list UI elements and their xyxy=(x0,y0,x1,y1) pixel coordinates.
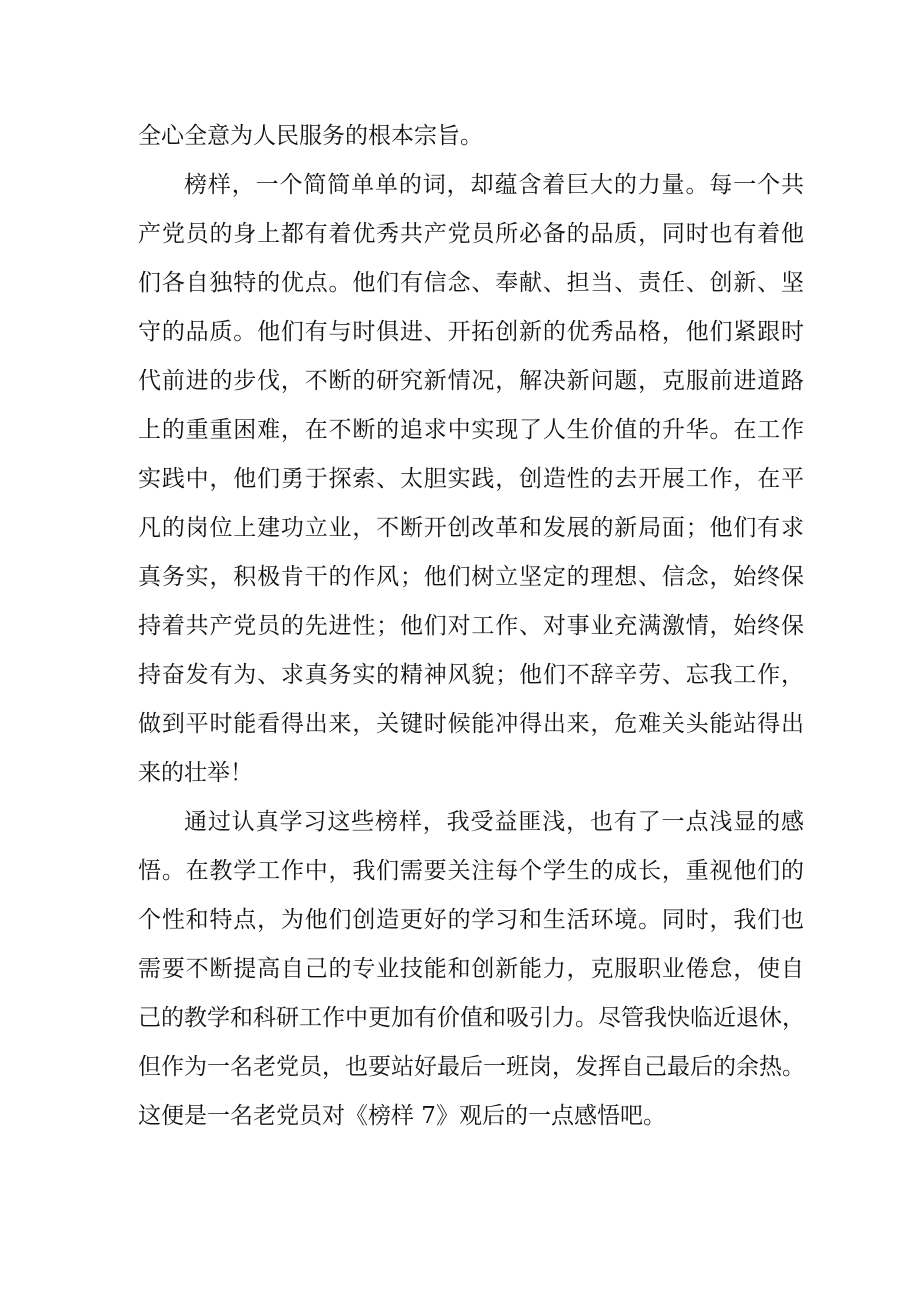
paragraph-first-line: 榜样，一个简简单单的词，却蕴含着巨大的力量。每一个共 xyxy=(184,172,804,198)
text-line: 全心全意为人民服务的根本宗旨。 xyxy=(138,123,483,149)
text-line: 守的品质。他们有与时俱进、开拓创新的优秀品格，他们紧跟时 xyxy=(138,319,804,345)
text-line: 但作为一名老党员，也要站好最后一班岗，发挥自己最后的余热。 xyxy=(138,1054,805,1080)
text-line: 产党员的身上都有着优秀共产党员所必备的品质，同时也有着他 xyxy=(138,221,804,247)
text-line: 真务实，积极肯干的作风；他们树立坚定的理想、信念，始终保 xyxy=(138,564,804,590)
text-line: 持奋发有为、求真务实的精神风貌；他们不辞辛劳、忘我工作， xyxy=(138,662,804,688)
text-line: 来的壮举！ xyxy=(138,760,253,786)
text-line: 己的教学和科研工作中更加有价值和吸引力。尽管我快临近退休， xyxy=(138,1005,805,1031)
paragraph-first-line: 通过认真学习这些榜样，我受益匪浅，也有了一点浅显的感 xyxy=(184,809,804,835)
text-line: 做到平时能看得出来，关键时候能冲得出来，危难关头能站得出 xyxy=(138,711,804,737)
text-line: 这便是一名老党员对《榜样 7》观后的一点感悟吧。 xyxy=(138,1103,666,1129)
text-line: 需要不断提高自己的专业技能和创新能力，克服职业倦怠，使自 xyxy=(138,956,804,982)
text-line: 持着共产党员的先进性；他们对工作、对事业充满激情，始终保 xyxy=(138,613,804,639)
body-text xyxy=(138,112,804,1141)
text-line: 们各自独特的优点。他们有信念、奉献、担当、责任、创新、坚 xyxy=(138,270,804,296)
text-line: 实践中，他们勇于探索、太胆实践，创造性的去开展工作，在平 xyxy=(138,466,804,492)
text-line: 悟。在教学工作中，我们需要关注每个学生的成长，重视他们的 xyxy=(138,858,804,884)
text-line: 代前进的步伐，不断的研究新情况，解决新问题，克服前进道路 xyxy=(138,368,804,394)
text-line: 上的重重困难，在不断的追求中实现了人生价值的升华。在工作 xyxy=(138,417,804,443)
text-line: 凡的岗位上建功立业，不断开创改革和发展的新局面；他们有求 xyxy=(138,515,804,541)
text-line: 个性和特点，为他们创造更好的学习和生活环境。同时，我们也 xyxy=(138,907,804,933)
